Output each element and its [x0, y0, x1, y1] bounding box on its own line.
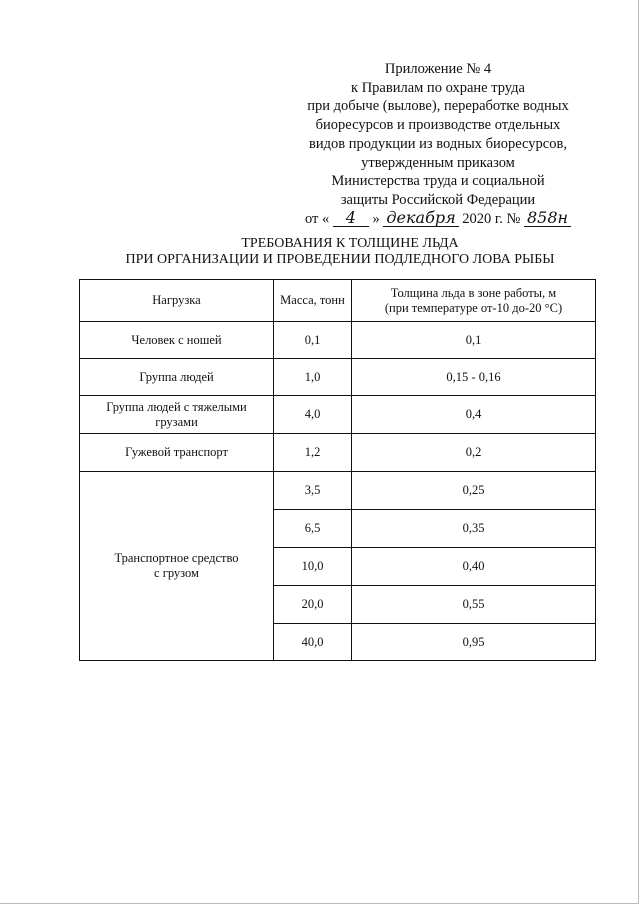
- document-title: [0, 236, 640, 268]
- cell-load: Гужевой транспорт: [80, 434, 274, 472]
- header-ice-line-2: (при температуре от-10 до-20 °С): [384, 300, 563, 315]
- appendix-line: утвержденным приказом: [361, 154, 515, 171]
- cell-mass: 1,0: [274, 359, 352, 396]
- header-ice-line-1: Толщина льда в зоне работы, м: [390, 285, 557, 300]
- cell-ice: 0,2: [352, 434, 596, 472]
- cell-ice: 0,15 - 0,16: [352, 359, 596, 396]
- header-load: Нагрузка: [80, 280, 274, 322]
- cell-mass: 4,0: [274, 396, 352, 434]
- table-header-row: [80, 280, 596, 322]
- appendix-line: видов продукции из водных биоресурсов,: [309, 135, 567, 152]
- table-row: [80, 359, 596, 396]
- vehicle-label-line-1: Транспортное средство: [114, 551, 239, 565]
- cell-mass: 0,1: [274, 322, 352, 359]
- cell-ice: 0,25: [352, 472, 596, 510]
- cell-load: Группа людей с тяжелыми грузами: [80, 396, 274, 434]
- cell-mass: 3,5: [274, 472, 352, 510]
- cell-ice: 0,35: [352, 510, 596, 548]
- cell-load: Человек с ношей: [80, 322, 274, 359]
- title-line-2: ПРИ ОРГАНИЗАЦИИ И ПРОВЕДЕНИИ ПОДЛЕДНОГО ЛОВА РЫБЫ: [125, 252, 555, 267]
- date-prefix: от «: [304, 210, 330, 227]
- appendix-line: Министерства труда и социальной: [331, 173, 545, 190]
- cell-mass: 40,0: [274, 624, 352, 661]
- appendix-number: Приложение № 4: [384, 61, 492, 77]
- appendix-line: к Правилам по охране труда: [351, 79, 525, 96]
- appendix-header: [288, 60, 588, 228]
- cell-mass: 10,0: [274, 548, 352, 586]
- handwritten-order-number: 858н: [524, 210, 571, 227]
- table-row: [80, 472, 596, 510]
- cell-ice: 0,95: [352, 624, 596, 661]
- cell-mass: 1,2: [274, 434, 352, 472]
- table-row: [80, 434, 596, 472]
- title-line-1: ТРЕБОВАНИЯ К ТОЛЩИНЕ ЛЬДА: [241, 236, 459, 251]
- header-ice-thickness: [352, 280, 596, 322]
- cell-mass: 6,5: [274, 510, 352, 548]
- header-mass: Масса, тонн: [274, 280, 352, 322]
- appendix-line: при добыче (вылове), переработке водных: [307, 98, 569, 115]
- handwritten-month: декабря: [383, 210, 458, 227]
- date-year: 2020 г. №: [462, 210, 521, 227]
- cell-ice: 0,40: [352, 548, 596, 586]
- appendix-line: биоресурсов и производстве отдельных: [315, 117, 561, 134]
- cell-mass: 20,0: [274, 586, 352, 624]
- appendix-line: защиты Российской Федерации: [340, 191, 536, 208]
- cell-ice: 0,4: [352, 396, 596, 434]
- table-row: [80, 396, 596, 434]
- date-quote-close: »: [372, 210, 380, 227]
- cell-ice: 0,1: [352, 322, 596, 359]
- cell-load: Группа людей: [80, 359, 274, 396]
- cell-ice: 0,55: [352, 586, 596, 624]
- order-date-line: [288, 207, 588, 229]
- vehicle-label-line-2: с грузом: [154, 566, 199, 580]
- table-row: [80, 322, 596, 359]
- handwritten-day: 4: [333, 210, 369, 227]
- ice-thickness-table: [79, 279, 596, 661]
- cell-load-vehicle: [80, 472, 274, 661]
